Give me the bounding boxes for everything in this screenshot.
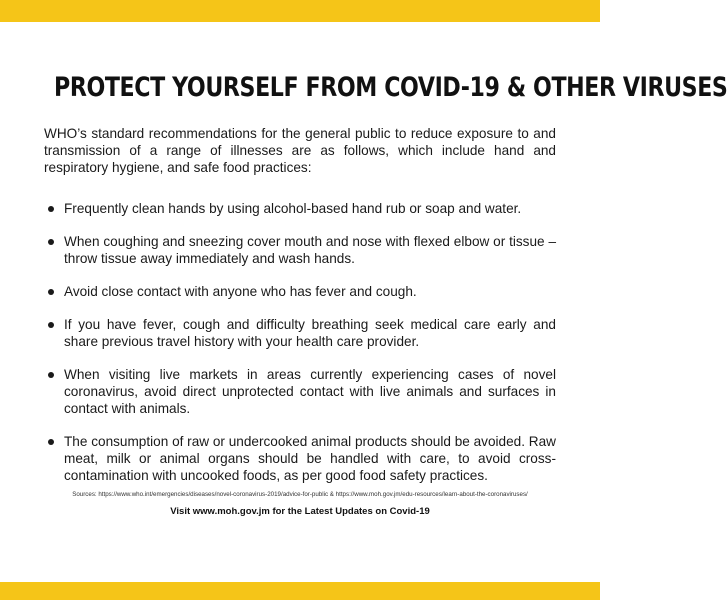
- list-item-text: When coughing and sneezing cover mouth and nose with flexed elbow or tissue – throw tissue away immediately and wash hands.: [64, 234, 556, 266]
- page-title: PROTECT YOURSELF FROM COVID-19 & OTHER VIRUSES: [54, 72, 727, 103]
- list-item-text: Avoid close contact with anyone who has fever and cough.: [64, 284, 417, 299]
- list-item-text: If you have fever, cough and difficulty breathing seek medical care early and share previous travel history with your health care provider.: [64, 317, 556, 349]
- visit-website-text: Visit www.moh.gov.jm for the Latest Updates on Covid-19: [170, 506, 430, 517]
- list-item: [44, 366, 556, 417]
- recommendations-list: [44, 200, 556, 484]
- bullet-icon: [48, 239, 54, 245]
- bullet-icon: [48, 289, 54, 295]
- list-item-text: When visiting live markets in areas currently experiencing cases of novel coronavirus, avoid direct unprotected contact with live animals and surfaces in contact with animals.: [64, 367, 556, 416]
- list-item: [44, 200, 556, 217]
- list-item: [44, 433, 556, 484]
- intro-paragraph: WHO’s standard recommendations for the general public to reduce exposure to and transmission of a range of illnesses are as follows, which include hand and respiratory hygiene, and safe food practices:: [44, 126, 556, 175]
- sources-text: Sources: https://www.who.int/emergencies/diseases/novel-coronavirus-2019/advice-for-public & https://www.moh.gov.jm/edu-resources/learn-about-the-coronaviruses/: [72, 491, 528, 498]
- bullet-icon: [48, 206, 54, 212]
- bullet-icon: [48, 439, 54, 445]
- list-item: [44, 233, 556, 267]
- bullet-icon: [48, 372, 54, 378]
- bullet-icon: [48, 322, 54, 328]
- top-accent-bar: [0, 0, 600, 22]
- list-item-text: The consumption of raw or undercooked animal products should be avoided. Raw meat, milk or animal organs should be handled with care, to avoid cross-contamination with uncooked foods, as per good food safety practices.: [64, 434, 556, 483]
- list-item-text: Frequently clean hands by using alcohol-based hand rub or soap and water.: [64, 201, 522, 216]
- list-item: [44, 283, 556, 300]
- bottom-accent-bar: [0, 582, 600, 600]
- list-item: [44, 316, 556, 350]
